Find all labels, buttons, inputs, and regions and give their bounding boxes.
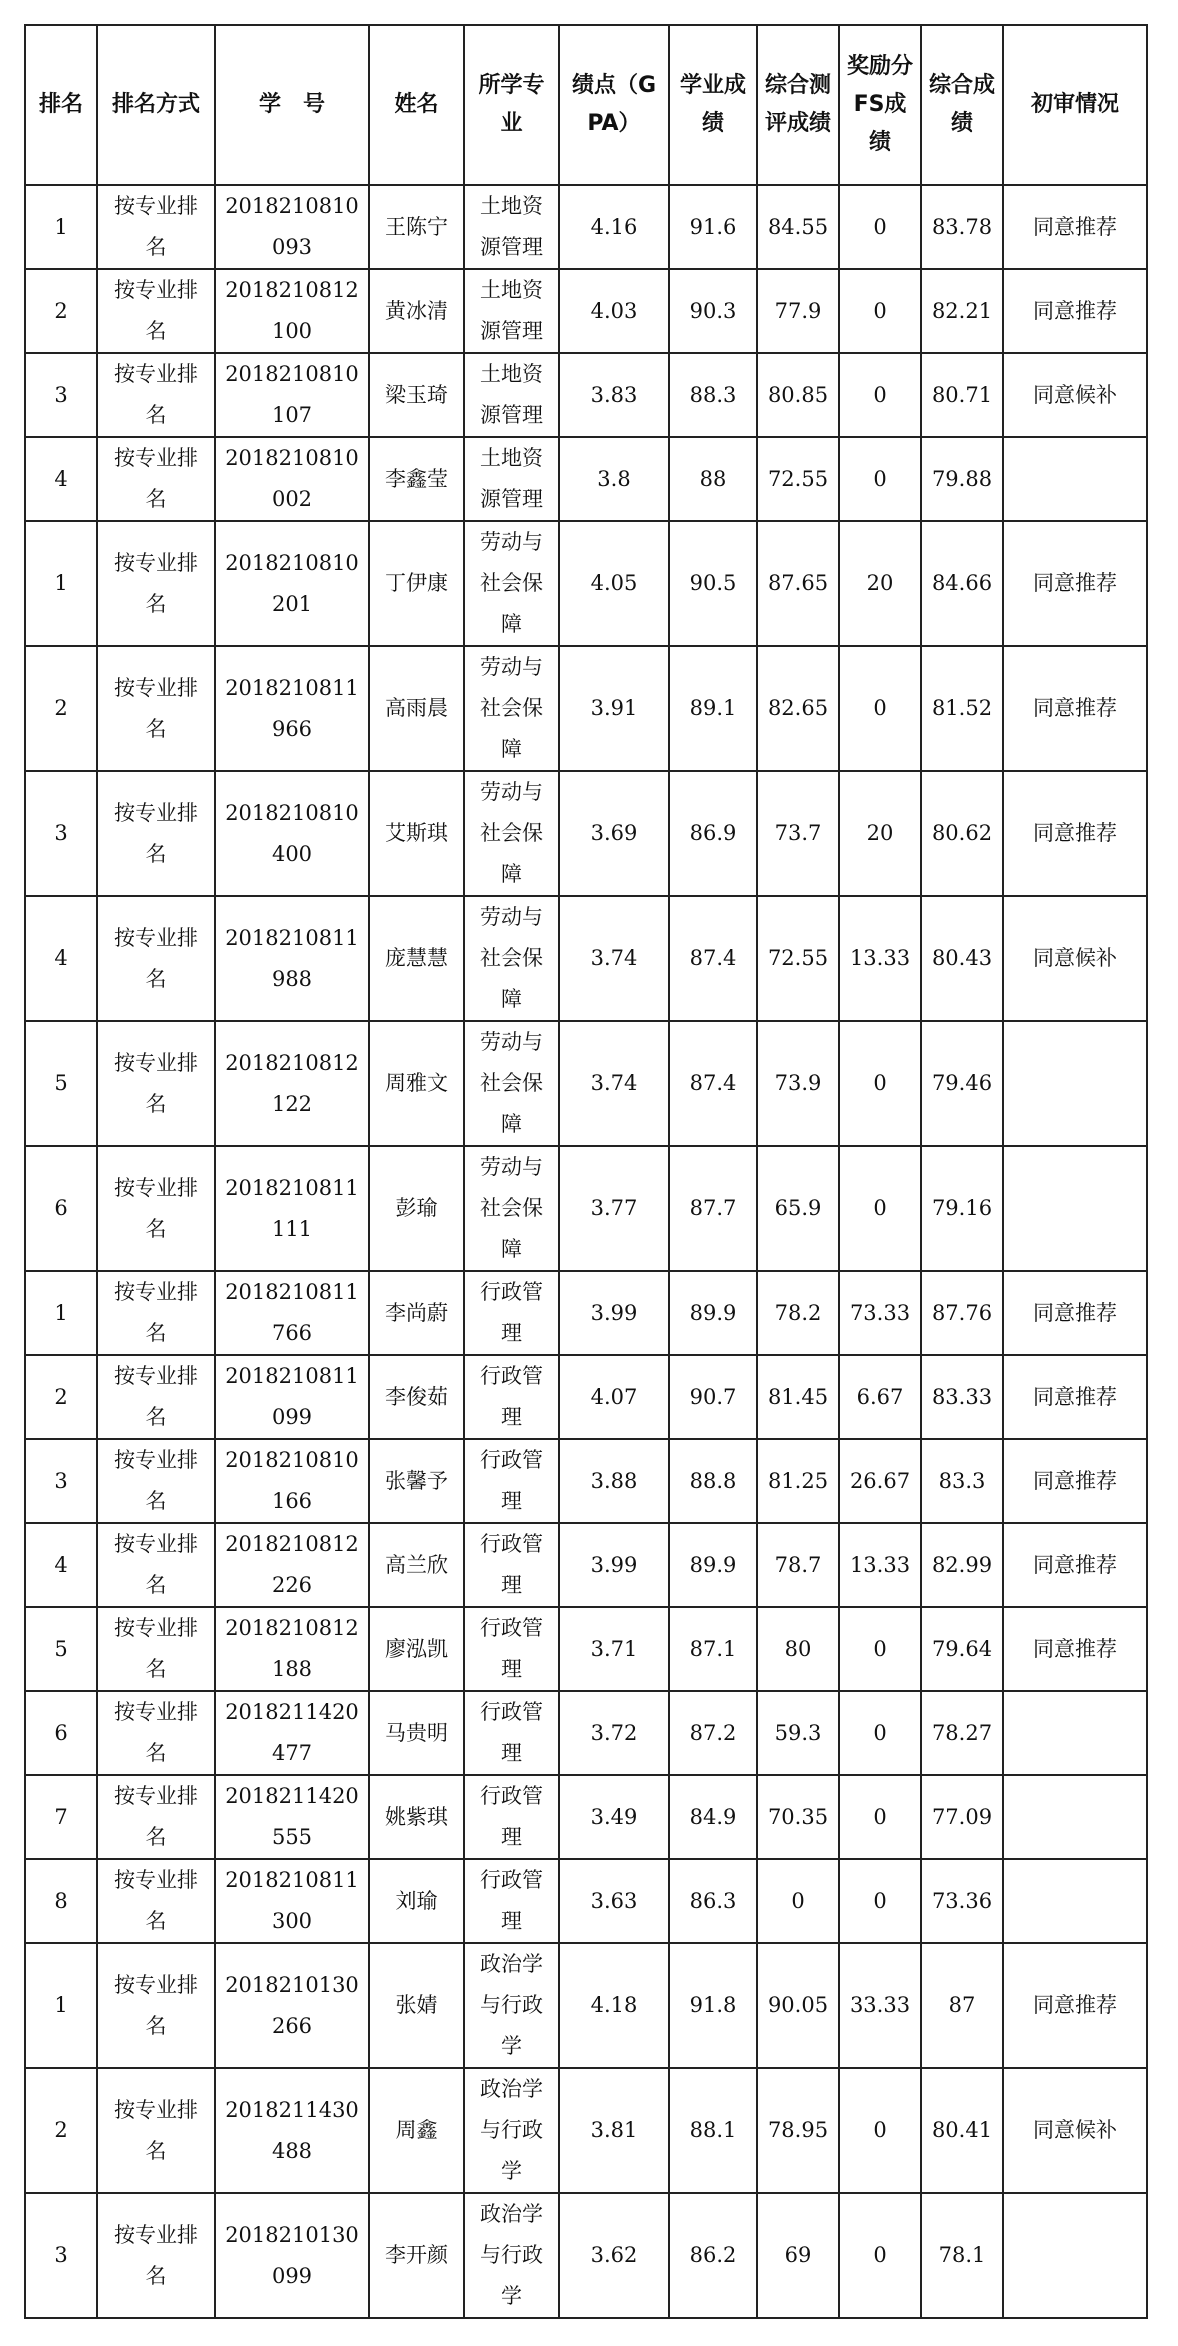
- cell-review-status: 同意推荐: [1003, 771, 1147, 896]
- cell-ranking-method: 按专业排名: [97, 646, 215, 771]
- cell-bonus-fs: 33.33: [839, 1943, 921, 2068]
- cell-gpa: 3.99: [559, 1523, 669, 1607]
- cell-bonus-fs: 26.67: [839, 1439, 921, 1523]
- cell-major: 劳动与社会保障: [464, 896, 559, 1021]
- cell-student-id: 2018211420477: [215, 1691, 369, 1775]
- cell-name: 张婧: [369, 1943, 464, 2068]
- cell-student-id: 2018210810166: [215, 1439, 369, 1523]
- cell-gpa: 4.03: [559, 269, 669, 353]
- cell-comprehensive-eval: 84.55: [757, 185, 839, 269]
- cell-gpa: 3.69: [559, 771, 669, 896]
- cell-academic-score: 86.3: [669, 1859, 757, 1943]
- cell-name: 王陈宁: [369, 185, 464, 269]
- cell-comprehensive-eval: 82.65: [757, 646, 839, 771]
- cell-comprehensive-eval: 81.45: [757, 1355, 839, 1439]
- cell-total-score: 73.36: [921, 1859, 1003, 1943]
- cell-name: 李俊茹: [369, 1355, 464, 1439]
- cell-rank: 7: [25, 1775, 97, 1859]
- cell-rank: 6: [25, 1146, 97, 1271]
- cell-major: 土地资源管理: [464, 269, 559, 353]
- cell-major: 劳动与社会保障: [464, 521, 559, 646]
- cell-academic-score: 91.8: [669, 1943, 757, 2068]
- cell-ranking-method: 按专业排名: [97, 1523, 215, 1607]
- cell-major: 劳动与社会保障: [464, 771, 559, 896]
- cell-ranking-method: 按专业排名: [97, 1691, 215, 1775]
- cell-name: 姚紫琪: [369, 1775, 464, 1859]
- cell-major: 政治学与行政学: [464, 1943, 559, 2068]
- cell-gpa: 4.07: [559, 1355, 669, 1439]
- cell-comprehensive-eval: 87.65: [757, 521, 839, 646]
- cell-student-id: 2018210810093: [215, 185, 369, 269]
- table-row: [25, 269, 1147, 353]
- cell-review-status: 同意候补: [1003, 2068, 1147, 2193]
- cell-total-score: 79.16: [921, 1146, 1003, 1271]
- cell-comprehensive-eval: 73.9: [757, 1021, 839, 1146]
- cell-total-score: 84.66: [921, 521, 1003, 646]
- table-row: [25, 1607, 1147, 1691]
- cell-gpa: 3.81: [559, 2068, 669, 2193]
- cell-gpa: 3.99: [559, 1271, 669, 1355]
- cell-bonus-fs: 13.33: [839, 1523, 921, 1607]
- cell-gpa: 3.63: [559, 1859, 669, 1943]
- cell-ranking-method: 按专业排名: [97, 269, 215, 353]
- cell-major: 土地资源管理: [464, 353, 559, 437]
- cell-major: 行政管理: [464, 1523, 559, 1607]
- table-row: [25, 1523, 1147, 1607]
- table-row: [25, 1943, 1147, 2068]
- cell-comprehensive-eval: 0: [757, 1859, 839, 1943]
- cell-bonus-fs: 20: [839, 521, 921, 646]
- table-row: [25, 771, 1147, 896]
- cell-gpa: 4.16: [559, 185, 669, 269]
- cell-student-id: 2018210811300: [215, 1859, 369, 1943]
- cell-gpa: 3.77: [559, 1146, 669, 1271]
- cell-rank: 4: [25, 1523, 97, 1607]
- table-row: [25, 1355, 1147, 1439]
- cell-comprehensive-eval: 65.9: [757, 1146, 839, 1271]
- cell-review-status: 同意推荐: [1003, 646, 1147, 771]
- cell-total-score: 80.62: [921, 771, 1003, 896]
- ranking-table-wrapper: [24, 24, 1148, 2319]
- cell-total-score: 83.33: [921, 1355, 1003, 1439]
- cell-gpa: 4.18: [559, 1943, 669, 2068]
- cell-review-status: 同意推荐: [1003, 185, 1147, 269]
- cell-gpa: 3.74: [559, 1021, 669, 1146]
- cell-ranking-method: 按专业排名: [97, 1943, 215, 2068]
- cell-academic-score: 87.7: [669, 1146, 757, 1271]
- header-student-id: 学 号: [215, 25, 369, 185]
- cell-review-status: 同意推荐: [1003, 1943, 1147, 2068]
- cell-student-id: 2018210130266: [215, 1943, 369, 2068]
- cell-ranking-method: 按专业排名: [97, 353, 215, 437]
- cell-gpa: 3.88: [559, 1439, 669, 1523]
- cell-rank: 4: [25, 896, 97, 1021]
- cell-ranking-method: 按专业排名: [97, 185, 215, 269]
- header-gpa: 绩点（GPA）: [559, 25, 669, 185]
- cell-student-id: 2018210130099: [215, 2193, 369, 2318]
- cell-total-score: 80.41: [921, 2068, 1003, 2193]
- cell-review-status: 同意推荐: [1003, 1523, 1147, 1607]
- cell-ranking-method: 按专业排名: [97, 2193, 215, 2318]
- cell-ranking-method: 按专业排名: [97, 1021, 215, 1146]
- table-body: [25, 185, 1147, 2318]
- table-row: [25, 1271, 1147, 1355]
- table-row: [25, 1859, 1147, 1943]
- cell-student-id: 2018210812226: [215, 1523, 369, 1607]
- cell-student-id: 2018210810201: [215, 521, 369, 646]
- cell-comprehensive-eval: 72.55: [757, 896, 839, 1021]
- cell-rank: 2: [25, 1355, 97, 1439]
- cell-gpa: 3.49: [559, 1775, 669, 1859]
- cell-ranking-method: 按专业排名: [97, 771, 215, 896]
- cell-review-status: [1003, 2193, 1147, 2318]
- cell-academic-score: 90.7: [669, 1355, 757, 1439]
- cell-total-score: 87: [921, 1943, 1003, 2068]
- cell-major: 行政管理: [464, 1271, 559, 1355]
- cell-review-status: [1003, 1691, 1147, 1775]
- cell-major: 行政管理: [464, 1607, 559, 1691]
- cell-major: 行政管理: [464, 1691, 559, 1775]
- cell-gpa: 3.83: [559, 353, 669, 437]
- cell-academic-score: 88: [669, 437, 757, 521]
- cell-gpa: 3.72: [559, 1691, 669, 1775]
- cell-academic-score: 89.1: [669, 646, 757, 771]
- cell-student-id: 2018210811988: [215, 896, 369, 1021]
- cell-ranking-method: 按专业排名: [97, 521, 215, 646]
- cell-review-status: 同意推荐: [1003, 1271, 1147, 1355]
- header-ranking-method: 排名方式: [97, 25, 215, 185]
- cell-academic-score: 89.9: [669, 1271, 757, 1355]
- cell-ranking-method: 按专业排名: [97, 1355, 215, 1439]
- cell-academic-score: 87.4: [669, 896, 757, 1021]
- table-row: [25, 437, 1147, 521]
- cell-bonus-fs: 0: [839, 1691, 921, 1775]
- ranking-table: [24, 24, 1148, 2319]
- cell-academic-score: 86.9: [669, 771, 757, 896]
- cell-academic-score: 91.6: [669, 185, 757, 269]
- cell-bonus-fs: 0: [839, 1146, 921, 1271]
- cell-comprehensive-eval: 80.85: [757, 353, 839, 437]
- cell-academic-score: 90.3: [669, 269, 757, 353]
- cell-name: 梁玉琦: [369, 353, 464, 437]
- table-row: [25, 2193, 1147, 2318]
- cell-bonus-fs: 0: [839, 185, 921, 269]
- cell-bonus-fs: 0: [839, 1021, 921, 1146]
- cell-total-score: 81.52: [921, 646, 1003, 771]
- cell-academic-score: 87.1: [669, 1607, 757, 1691]
- cell-bonus-fs: 0: [839, 2193, 921, 2318]
- cell-rank: 1: [25, 521, 97, 646]
- cell-major: 土地资源管理: [464, 185, 559, 269]
- cell-total-score: 80.71: [921, 353, 1003, 437]
- cell-total-score: 82.99: [921, 1523, 1003, 1607]
- cell-bonus-fs: 0: [839, 353, 921, 437]
- cell-student-id: 2018210810400: [215, 771, 369, 896]
- cell-name: 张馨予: [369, 1439, 464, 1523]
- cell-total-score: 82.21: [921, 269, 1003, 353]
- cell-ranking-method: 按专业排名: [97, 437, 215, 521]
- cell-comprehensive-eval: 90.05: [757, 1943, 839, 2068]
- table-row: [25, 353, 1147, 437]
- cell-review-status: [1003, 1775, 1147, 1859]
- cell-student-id: 2018211420555: [215, 1775, 369, 1859]
- cell-rank: 3: [25, 1439, 97, 1523]
- cell-academic-score: 88.1: [669, 2068, 757, 2193]
- cell-academic-score: 89.9: [669, 1523, 757, 1607]
- cell-rank: 6: [25, 1691, 97, 1775]
- cell-student-id: 2018211430488: [215, 2068, 369, 2193]
- cell-comprehensive-eval: 78.7: [757, 1523, 839, 1607]
- cell-name: 周鑫: [369, 2068, 464, 2193]
- cell-rank: 5: [25, 1021, 97, 1146]
- cell-major: 劳动与社会保障: [464, 646, 559, 771]
- cell-bonus-fs: 0: [839, 2068, 921, 2193]
- cell-name: 周雅文: [369, 1021, 464, 1146]
- cell-bonus-fs: 0: [839, 1607, 921, 1691]
- cell-major: 土地资源管理: [464, 437, 559, 521]
- cell-review-status: 同意推荐: [1003, 1607, 1147, 1691]
- cell-comprehensive-eval: 80: [757, 1607, 839, 1691]
- cell-review-status: [1003, 1021, 1147, 1146]
- header-major: 所学专业: [464, 25, 559, 185]
- cell-name: 马贵明: [369, 1691, 464, 1775]
- cell-student-id: 2018210811099: [215, 1355, 369, 1439]
- cell-rank: 3: [25, 353, 97, 437]
- cell-review-status: [1003, 437, 1147, 521]
- cell-student-id: 2018210812100: [215, 269, 369, 353]
- cell-rank: 5: [25, 1607, 97, 1691]
- table-row: [25, 896, 1147, 1021]
- cell-bonus-fs: 73.33: [839, 1271, 921, 1355]
- cell-bonus-fs: 13.33: [839, 896, 921, 1021]
- cell-gpa: 3.74: [559, 896, 669, 1021]
- cell-rank: 8: [25, 1859, 97, 1943]
- header-review-status: 初审情况: [1003, 25, 1147, 185]
- cell-major: 政治学与行政学: [464, 2068, 559, 2193]
- cell-comprehensive-eval: 73.7: [757, 771, 839, 896]
- cell-name: 艾斯琪: [369, 771, 464, 896]
- cell-student-id: 2018210812188: [215, 1607, 369, 1691]
- table-row: [25, 185, 1147, 269]
- cell-total-score: 78.27: [921, 1691, 1003, 1775]
- header-row: [25, 25, 1147, 185]
- cell-review-status: 同意推荐: [1003, 1355, 1147, 1439]
- table-row: [25, 521, 1147, 646]
- cell-bonus-fs: 20: [839, 771, 921, 896]
- cell-rank: 2: [25, 2068, 97, 2193]
- cell-comprehensive-eval: 72.55: [757, 437, 839, 521]
- header-comprehensive-eval: 综合测评成绩: [757, 25, 839, 185]
- cell-comprehensive-eval: 81.25: [757, 1439, 839, 1523]
- cell-name: 刘瑜: [369, 1859, 464, 1943]
- table-row: [25, 646, 1147, 771]
- cell-review-status: 同意推荐: [1003, 269, 1147, 353]
- cell-academic-score: 88.3: [669, 353, 757, 437]
- cell-student-id: 2018210810002: [215, 437, 369, 521]
- cell-ranking-method: 按专业排名: [97, 1271, 215, 1355]
- cell-review-status: [1003, 1146, 1147, 1271]
- cell-academic-score: 87.4: [669, 1021, 757, 1146]
- cell-gpa: 3.8: [559, 437, 669, 521]
- cell-rank: 2: [25, 269, 97, 353]
- cell-name: 李开颜: [369, 2193, 464, 2318]
- cell-academic-score: 84.9: [669, 1775, 757, 1859]
- cell-review-status: 同意候补: [1003, 896, 1147, 1021]
- cell-total-score: 87.76: [921, 1271, 1003, 1355]
- cell-bonus-fs: 0: [839, 437, 921, 521]
- table-row: [25, 1021, 1147, 1146]
- table-row: [25, 1439, 1147, 1523]
- cell-academic-score: 87.2: [669, 1691, 757, 1775]
- cell-review-status: [1003, 1859, 1147, 1943]
- cell-total-score: 83.3: [921, 1439, 1003, 1523]
- cell-name: 廖泓凯: [369, 1607, 464, 1691]
- cell-rank: 1: [25, 1943, 97, 2068]
- cell-name: 高兰欣: [369, 1523, 464, 1607]
- header-academic-score: 学业成绩: [669, 25, 757, 185]
- cell-ranking-method: 按专业排名: [97, 1146, 215, 1271]
- cell-ranking-method: 按专业排名: [97, 1607, 215, 1691]
- cell-student-id: 2018210810107: [215, 353, 369, 437]
- cell-comprehensive-eval: 59.3: [757, 1691, 839, 1775]
- header-rank: 排名: [25, 25, 97, 185]
- cell-gpa: 3.71: [559, 1607, 669, 1691]
- cell-total-score: 79.64: [921, 1607, 1003, 1691]
- cell-bonus-fs: 0: [839, 646, 921, 771]
- cell-name: 李尚蔚: [369, 1271, 464, 1355]
- cell-gpa: 3.91: [559, 646, 669, 771]
- cell-name: 丁伊康: [369, 521, 464, 646]
- cell-total-score: 79.46: [921, 1021, 1003, 1146]
- table-row: [25, 2068, 1147, 2193]
- cell-review-status: 同意推荐: [1003, 1439, 1147, 1523]
- header-name: 姓名: [369, 25, 464, 185]
- cell-major: 劳动与社会保障: [464, 1021, 559, 1146]
- cell-bonus-fs: 0: [839, 1859, 921, 1943]
- table-row: [25, 1691, 1147, 1775]
- cell-review-status: 同意候补: [1003, 353, 1147, 437]
- cell-bonus-fs: 6.67: [839, 1355, 921, 1439]
- cell-student-id: 2018210811766: [215, 1271, 369, 1355]
- cell-student-id: 2018210811111: [215, 1146, 369, 1271]
- cell-rank: 1: [25, 1271, 97, 1355]
- cell-major: 行政管理: [464, 1775, 559, 1859]
- cell-ranking-method: 按专业排名: [97, 2068, 215, 2193]
- cell-name: 庞慧慧: [369, 896, 464, 1021]
- cell-student-id: 2018210811966: [215, 646, 369, 771]
- cell-total-score: 78.1: [921, 2193, 1003, 2318]
- cell-ranking-method: 按专业排名: [97, 1775, 215, 1859]
- cell-rank: 3: [25, 2193, 97, 2318]
- cell-major: 行政管理: [464, 1439, 559, 1523]
- cell-comprehensive-eval: 70.35: [757, 1775, 839, 1859]
- cell-name: 李鑫莹: [369, 437, 464, 521]
- cell-comprehensive-eval: 77.9: [757, 269, 839, 353]
- cell-comprehensive-eval: 78.2: [757, 1271, 839, 1355]
- table-row: [25, 1775, 1147, 1859]
- cell-review-status: 同意推荐: [1003, 521, 1147, 646]
- cell-academic-score: 88.8: [669, 1439, 757, 1523]
- cell-ranking-method: 按专业排名: [97, 896, 215, 1021]
- cell-total-score: 79.88: [921, 437, 1003, 521]
- cell-major: 劳动与社会保障: [464, 1146, 559, 1271]
- cell-major: 政治学与行政学: [464, 2193, 559, 2318]
- cell-major: 行政管理: [464, 1859, 559, 1943]
- cell-rank: 1: [25, 185, 97, 269]
- cell-total-score: 77.09: [921, 1775, 1003, 1859]
- cell-name: 黄冰清: [369, 269, 464, 353]
- cell-rank: 2: [25, 646, 97, 771]
- cell-comprehensive-eval: 69: [757, 2193, 839, 2318]
- cell-total-score: 80.43: [921, 896, 1003, 1021]
- cell-total-score: 83.78: [921, 185, 1003, 269]
- header-total-score: 综合成绩: [921, 25, 1003, 185]
- cell-comprehensive-eval: 78.95: [757, 2068, 839, 2193]
- cell-rank: 4: [25, 437, 97, 521]
- header-bonus-fs: 奖励分FS成绩: [839, 25, 921, 185]
- cell-major: 行政管理: [464, 1355, 559, 1439]
- cell-name: 高雨晨: [369, 646, 464, 771]
- cell-bonus-fs: 0: [839, 1775, 921, 1859]
- cell-academic-score: 86.2: [669, 2193, 757, 2318]
- cell-student-id: 2018210812122: [215, 1021, 369, 1146]
- cell-gpa: 3.62: [559, 2193, 669, 2318]
- cell-rank: 3: [25, 771, 97, 896]
- table-row: [25, 1146, 1147, 1271]
- cell-bonus-fs: 0: [839, 269, 921, 353]
- cell-gpa: 4.05: [559, 521, 669, 646]
- cell-ranking-method: 按专业排名: [97, 1439, 215, 1523]
- cell-ranking-method: 按专业排名: [97, 1859, 215, 1943]
- cell-name: 彭瑜: [369, 1146, 464, 1271]
- cell-academic-score: 90.5: [669, 521, 757, 646]
